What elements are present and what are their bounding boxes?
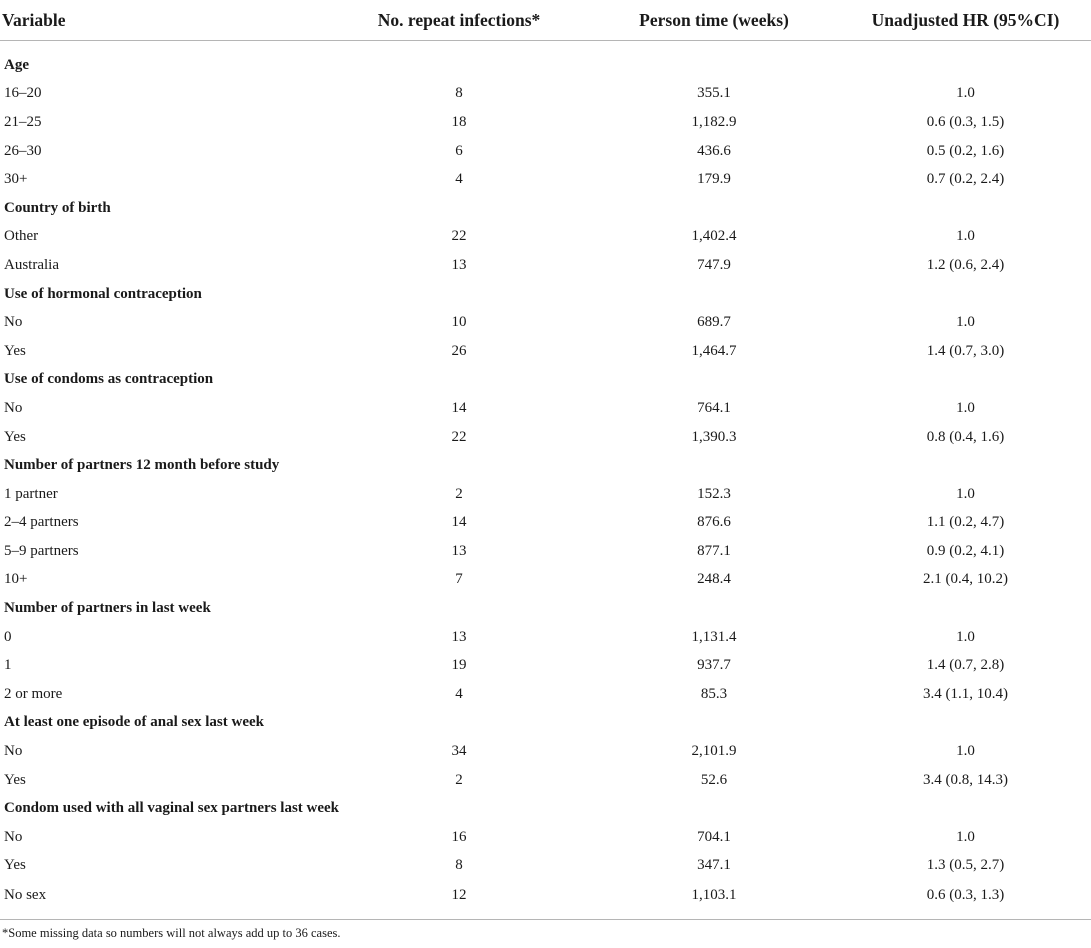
section-label: Country of birth xyxy=(4,199,111,216)
cell-hazard-ratio: 1.4 (0.7, 2.8) xyxy=(926,657,1005,674)
cell-hazard-ratio: 3.4 (0.8, 14.3) xyxy=(923,771,1008,788)
cell-variable: No xyxy=(4,828,23,845)
cell-person-time: 1,103.1 xyxy=(691,887,737,904)
table-row xyxy=(0,394,1091,423)
table-row xyxy=(0,308,1091,337)
table-bottom-rule xyxy=(0,911,1091,920)
cell-repeat-infections: 4 xyxy=(455,171,463,188)
cell-hazard-ratio: 0.6 (0.3, 1.5) xyxy=(926,113,1005,130)
cell-repeat-infections: 12 xyxy=(451,887,467,904)
cell-repeat-infections: 14 xyxy=(451,514,467,531)
table-row xyxy=(0,337,1091,366)
section-row xyxy=(0,794,1091,823)
cell-variable: 2 or more xyxy=(4,685,63,702)
table-row xyxy=(0,137,1091,166)
table-row xyxy=(0,223,1091,252)
cell-person-time: 347.1 xyxy=(697,857,731,874)
cell-hazard-ratio: 1.0 xyxy=(956,628,975,645)
section-row xyxy=(0,194,1091,223)
table-row xyxy=(0,108,1091,137)
cell-hazard-ratio: 1.2 (0.6, 2.4) xyxy=(926,256,1005,273)
cell-repeat-infections: 2 xyxy=(455,771,463,788)
cell-person-time: 704.1 xyxy=(697,828,731,845)
cell-person-time: 1,464.7 xyxy=(691,342,737,359)
cell-hazard-ratio: 1.1 (0.2, 4.7) xyxy=(926,514,1005,531)
cell-variable: 2–4 partners xyxy=(4,514,79,531)
cell-repeat-infections: 2 xyxy=(455,485,463,502)
cell-variable: 21–25 xyxy=(4,113,42,130)
section-label: Number of partners 12 month before study xyxy=(4,457,280,474)
cell-person-time: 764.1 xyxy=(697,399,731,416)
table-row xyxy=(0,165,1091,194)
cell-person-time: 85.3 xyxy=(700,685,728,702)
cell-hazard-ratio: 1.0 xyxy=(956,828,975,845)
header-spacer xyxy=(0,41,1091,52)
cell-variable: 30+ xyxy=(4,171,28,188)
table-row xyxy=(0,651,1091,680)
cell-hazard-ratio: 1.0 xyxy=(956,228,975,245)
cell-variable: 1 xyxy=(4,657,12,674)
section-row xyxy=(0,709,1091,738)
cell-person-time: 1,390.3 xyxy=(691,428,737,445)
cell-variable: 1 partner xyxy=(4,485,58,502)
cell-hazard-ratio: 1.3 (0.5, 2.7) xyxy=(926,857,1005,874)
cell-person-time: 436.6 xyxy=(697,142,731,159)
cell-repeat-infections: 22 xyxy=(451,228,467,245)
column-header-hazard-ratio: Unadjusted HR (95%CI) xyxy=(840,0,1091,41)
cell-person-time: 248.4 xyxy=(697,571,731,588)
table-row xyxy=(0,623,1091,652)
cell-person-time: 152.3 xyxy=(697,485,731,502)
table-body xyxy=(0,41,1091,920)
cell-person-time: 747.9 xyxy=(697,256,731,273)
table-row xyxy=(0,566,1091,595)
cell-variable: Yes xyxy=(4,428,26,445)
section-row xyxy=(0,451,1091,480)
column-header-person-time: Person time (weeks) xyxy=(588,0,840,41)
table-row xyxy=(0,251,1091,280)
cell-hazard-ratio: 1.0 xyxy=(956,743,975,760)
table-footnote: *Some missing data so numbers will not always add up to 36 cases. xyxy=(2,926,341,940)
cell-hazard-ratio: 0.6 (0.3, 1.3) xyxy=(926,887,1005,904)
cell-repeat-infections: 13 xyxy=(451,542,467,559)
table-row xyxy=(0,766,1091,795)
column-header-repeat-infections: No. repeat infections* xyxy=(330,0,588,41)
cell-hazard-ratio: 1.4 (0.7, 3.0) xyxy=(926,342,1005,359)
section-row xyxy=(0,51,1091,80)
cell-hazard-ratio: 2.1 (0.4, 10.2) xyxy=(923,571,1008,588)
cell-person-time: 1,182.9 xyxy=(691,113,737,130)
cell-repeat-infections: 14 xyxy=(451,399,467,416)
cell-person-time: 1,402.4 xyxy=(691,228,737,245)
cell-person-time: 52.6 xyxy=(700,771,728,788)
cell-hazard-ratio: 0.8 (0.4, 1.6) xyxy=(926,428,1005,445)
cell-repeat-infections: 7 xyxy=(455,571,463,588)
cell-hazard-ratio: 1.0 xyxy=(956,399,975,416)
cell-person-time: 355.1 xyxy=(697,85,731,102)
cell-hazard-ratio: 1.0 xyxy=(956,314,975,331)
cell-repeat-infections: 34 xyxy=(451,743,467,760)
table-header xyxy=(0,0,1091,41)
column-header-variable: Variable xyxy=(0,0,330,41)
cell-variable: No sex xyxy=(4,887,47,904)
cell-variable: Yes xyxy=(4,342,26,359)
cell-variable: 16–20 xyxy=(4,85,42,102)
table-row xyxy=(0,852,1091,881)
cell-repeat-infections: 6 xyxy=(455,142,463,159)
section-row xyxy=(0,594,1091,623)
section-label: At least one episode of anal sex last week xyxy=(4,714,264,731)
cell-variable: No xyxy=(4,743,23,760)
cell-repeat-infections: 13 xyxy=(451,256,467,273)
section-label: Use of condoms as contraception xyxy=(4,371,214,388)
cell-hazard-ratio: 3.4 (1.1, 10.4) xyxy=(923,685,1008,702)
cell-repeat-infections: 8 xyxy=(455,85,463,102)
cell-repeat-infections: 18 xyxy=(451,113,467,130)
cell-hazard-ratio: 0.7 (0.2, 2.4) xyxy=(926,171,1005,188)
cell-person-time: 179.9 xyxy=(697,171,731,188)
cell-repeat-infections: 4 xyxy=(455,685,463,702)
section-label: Number of partners in last week xyxy=(4,600,211,617)
cell-hazard-ratio: 0.9 (0.2, 4.1) xyxy=(926,542,1005,559)
header-row xyxy=(0,0,1091,41)
table-row xyxy=(0,880,1091,911)
cell-variable: Yes xyxy=(4,771,26,788)
table-row xyxy=(0,80,1091,109)
cell-person-time: 1,131.4 xyxy=(691,628,737,645)
cell-repeat-infections: 13 xyxy=(451,628,467,645)
cell-repeat-infections: 19 xyxy=(451,657,467,674)
cell-variable: 26–30 xyxy=(4,142,42,159)
table-row xyxy=(0,423,1091,452)
cell-person-time: 689.7 xyxy=(697,314,731,331)
spacer-cell xyxy=(0,41,1091,52)
cell-hazard-ratio: 1.0 xyxy=(956,85,975,102)
section-label: Use of hormonal contraception xyxy=(4,285,202,302)
cell-variable: No xyxy=(4,314,23,331)
cell-person-time: 876.6 xyxy=(697,514,731,531)
cell-repeat-infections: 26 xyxy=(451,342,467,359)
section-row xyxy=(0,366,1091,395)
table-row xyxy=(0,680,1091,709)
cell-variable: Yes xyxy=(4,857,26,874)
cell-hazard-ratio: 1.0 xyxy=(956,485,975,502)
cell-repeat-infections: 10 xyxy=(451,314,467,331)
cell-repeat-infections: 8 xyxy=(455,857,463,874)
table-row xyxy=(0,509,1091,538)
section-row xyxy=(0,280,1091,309)
cell-repeat-infections: 16 xyxy=(451,828,467,845)
cell-person-time: 2,101.9 xyxy=(691,743,737,760)
cell-variable: Other xyxy=(4,228,39,245)
table-row xyxy=(0,537,1091,566)
cell-hazard-ratio: 0.5 (0.2, 1.6) xyxy=(926,142,1005,159)
section-label: Age xyxy=(4,56,29,73)
cell-repeat-infections: 22 xyxy=(451,428,467,445)
cell-variable: No xyxy=(4,399,23,416)
section-label: Condom used with all vaginal sex partners last week xyxy=(4,800,340,817)
cell-person-time: 877.1 xyxy=(697,542,731,559)
rule-cell xyxy=(0,911,1091,920)
cell-person-time: 937.7 xyxy=(697,657,731,674)
table-row xyxy=(0,823,1091,852)
cell-variable: 5–9 partners xyxy=(4,542,79,559)
cell-variable: Australia xyxy=(4,256,59,273)
table-row xyxy=(0,480,1091,509)
cell-variable: 10+ xyxy=(4,571,28,588)
cell-variable: 0 xyxy=(4,628,12,645)
table-row xyxy=(0,737,1091,766)
